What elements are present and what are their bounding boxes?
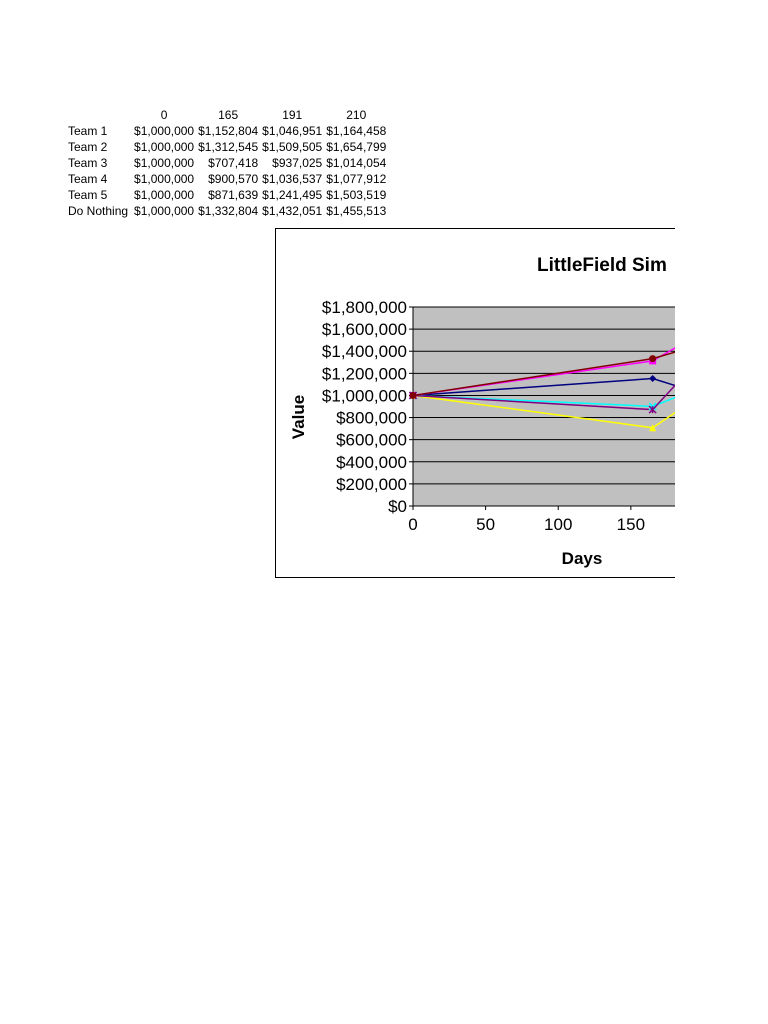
table-cell: $1,332,804 <box>198 204 259 218</box>
y-tick-label: $400,000 <box>336 452 407 472</box>
x-tick-label: 0 <box>408 515 418 534</box>
y-tick-label: $800,000 <box>336 408 407 428</box>
y-axis-title: Value <box>289 394 308 440</box>
table-cell: $1,654,799 <box>326 140 387 154</box>
table-row <box>66 171 388 187</box>
plot-area <box>413 307 675 506</box>
y-tick-labels <box>322 298 407 516</box>
x-tick-labels <box>408 515 645 534</box>
table-row <box>66 123 388 139</box>
table-row <box>66 187 388 203</box>
row-label: Team 1 <box>68 124 108 138</box>
y-tick-label: $600,000 <box>336 430 407 450</box>
column-header: 0 <box>160 108 168 122</box>
table-cell: $1,509,505 <box>262 140 323 154</box>
row-label: Team 4 <box>68 172 108 186</box>
line-chart <box>276 229 675 577</box>
table-cell: $1,036,537 <box>262 172 323 186</box>
table-cell: $1,503,519 <box>326 188 387 202</box>
table-cell: $1,046,951 <box>262 124 323 138</box>
x-tick-label: 100 <box>544 515 573 534</box>
data-table <box>66 107 388 219</box>
table-cell: $1,000,000 <box>134 172 195 186</box>
y-tick-label: $1,400,000 <box>321 342 407 362</box>
table-cell: $1,312,545 <box>198 140 259 154</box>
chart-title: LittleField Sim <box>537 255 667 276</box>
table-row <box>66 155 388 171</box>
table-cell: $1,000,000 <box>134 140 195 154</box>
table-cell: $871,639 <box>208 188 259 202</box>
y-tick-label: $200,000 <box>336 474 407 494</box>
table-row <box>66 203 388 219</box>
row-label: Team 5 <box>68 188 108 202</box>
y-tick-label: $1,600,000 <box>321 320 407 340</box>
y-tick-label: $1,800,000 <box>321 298 407 317</box>
table-cell: $1,014,054 <box>326 156 387 170</box>
table-cell: $1,000,000 <box>134 156 195 170</box>
chart-frame <box>275 228 675 578</box>
data-point <box>649 355 656 362</box>
table-cell: $1,152,804 <box>198 124 259 138</box>
table-cell: $1,164,458 <box>326 124 387 138</box>
table-cell: $1,000,000 <box>134 204 195 218</box>
y-tick-label: $1,200,000 <box>321 364 407 384</box>
table-cell: $707,418 <box>208 156 259 170</box>
row-label: Team 3 <box>68 156 108 170</box>
table-cell: $937,025 <box>272 156 323 170</box>
table-header-row <box>66 107 388 123</box>
table-cell: $1,077,912 <box>326 172 387 186</box>
x-tick-label: 50 <box>476 515 496 534</box>
table-cell: $1,000,000 <box>134 124 195 138</box>
data-point <box>410 392 417 399</box>
row-label: Do Nothing <box>68 204 129 218</box>
column-header: 210 <box>346 108 367 122</box>
table-cell: $1,432,051 <box>262 204 323 218</box>
column-header <box>66 107 132 123</box>
table-cell: $1,455,513 <box>326 204 387 218</box>
table-cell: $1,241,495 <box>262 188 323 202</box>
row-label: Team 2 <box>68 140 108 154</box>
x-tick-label: 150 <box>616 515 646 534</box>
column-header: 191 <box>282 108 303 122</box>
table-cell: $900,570 <box>208 172 259 186</box>
y-tick-label: $0 <box>388 497 407 516</box>
table-cell: $1,000,000 <box>134 188 195 202</box>
x-axis-title: Days <box>561 549 603 568</box>
column-header: 165 <box>218 108 239 122</box>
y-tick-label: $1,000,000 <box>321 386 407 406</box>
table-row <box>66 139 388 155</box>
